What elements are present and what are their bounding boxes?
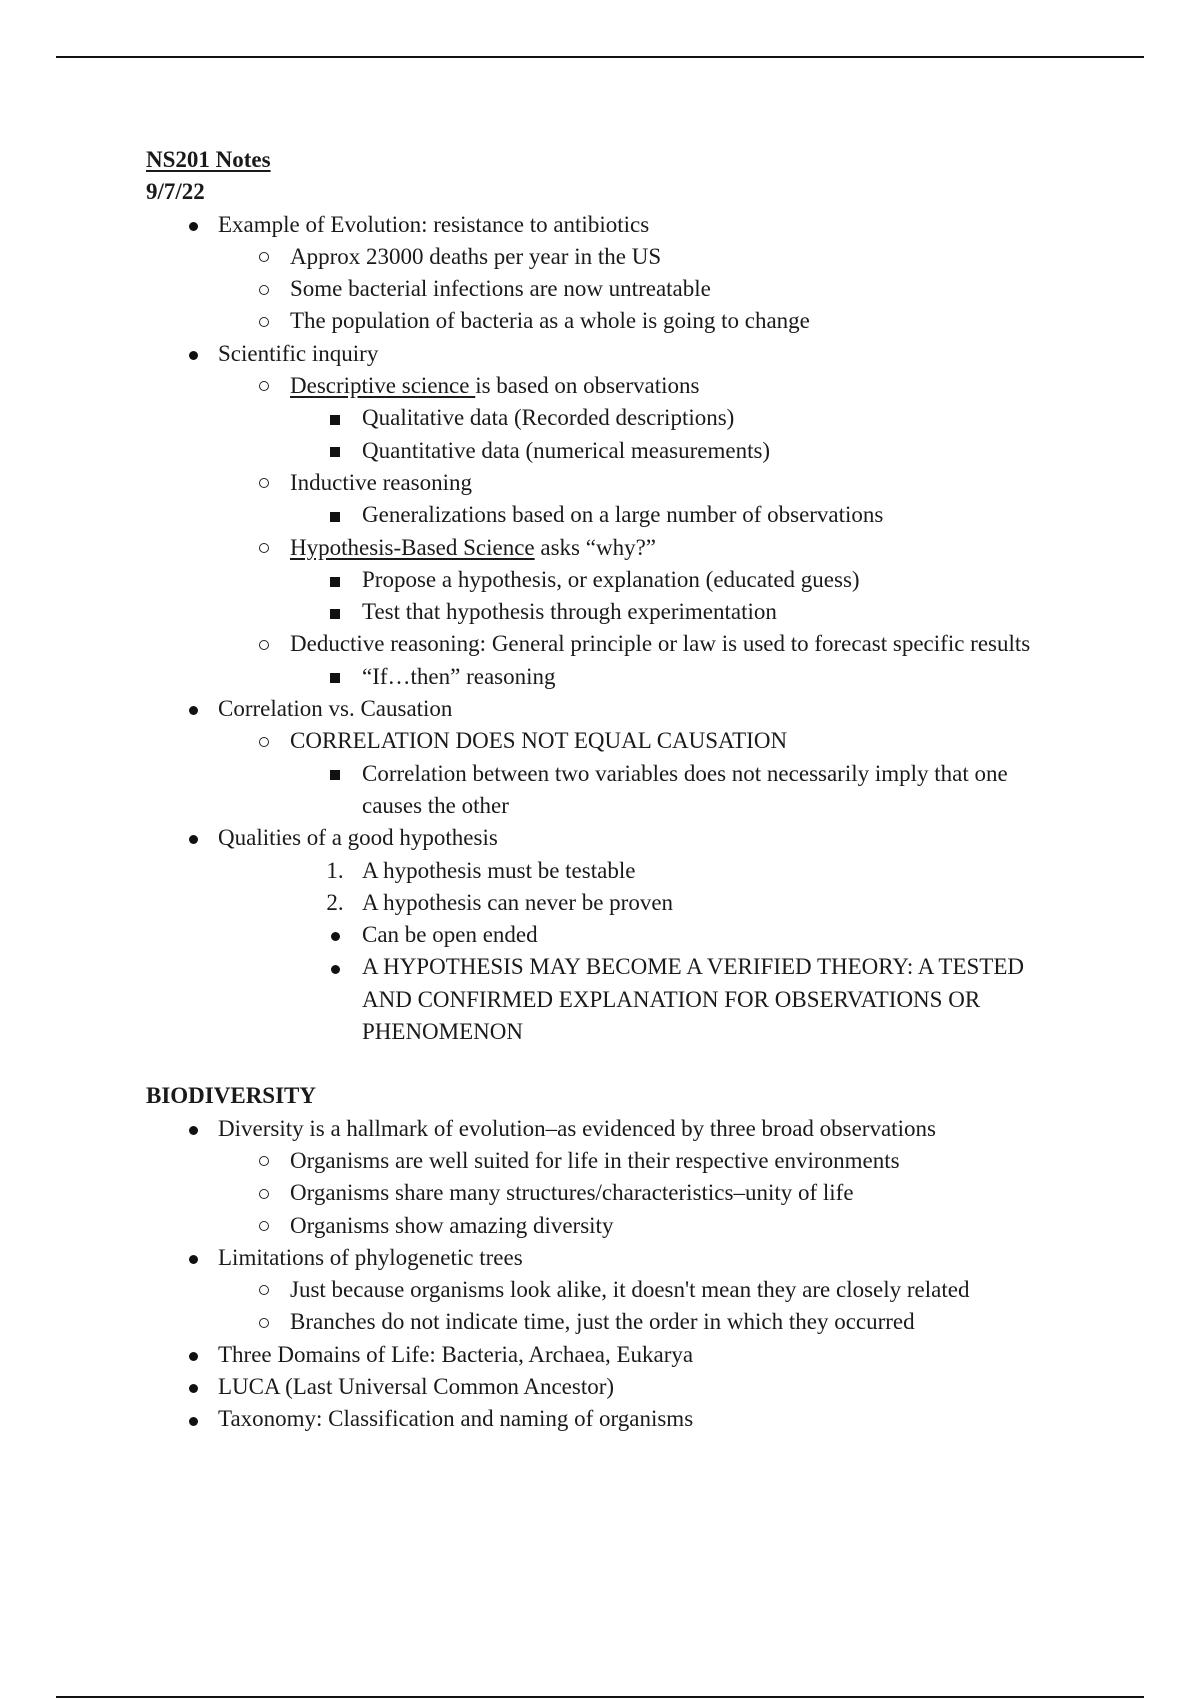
list-item: Approx 23000 deaths per year in the US	[146, 241, 1106, 273]
notes-date: 9/7/22	[146, 179, 205, 205]
notes-title: NS201 Notes	[146, 147, 271, 172]
list-item: Generalizations based on a large number of observations	[146, 499, 1106, 531]
list-item: 1. A hypothesis must be testable	[326, 857, 636, 883]
list-item: Hypothesis-Based Science asks “why?”	[146, 532, 1106, 564]
bullet-icon	[189, 1255, 198, 1264]
bullet-icon	[189, 1352, 198, 1361]
list-item: Taxonomy: Classification and naming of organisms	[146, 1403, 1106, 1435]
square-bullet-icon	[330, 512, 340, 522]
list-item: Qualities of a good hypothesis	[146, 822, 1106, 854]
section-heading: BIODIVERSITY	[146, 1083, 316, 1109]
list-item: Correlation vs. Causation	[146, 693, 1106, 725]
circle-bullet-icon	[259, 640, 269, 650]
list-item: Diversity is a hallmark of evolution–as evidenced by three broad observations	[146, 1113, 1106, 1145]
circle-bullet-icon	[259, 543, 269, 553]
list-item: LUCA (Last Universal Common Ancestor)	[146, 1371, 1106, 1403]
bullet-icon	[331, 932, 340, 941]
square-bullet-icon	[330, 673, 340, 683]
circle-bullet-icon	[259, 1156, 269, 1166]
list-item: CORRELATION DOES NOT EQUAL CAUSATION	[146, 725, 1106, 757]
list-item: Quantitative data (numerical measurements)	[146, 435, 1106, 467]
bullet-icon	[189, 1384, 198, 1393]
list-item-continuation: causes the other	[362, 792, 509, 818]
circle-bullet-icon	[259, 1189, 269, 1199]
section-gap	[146, 1048, 1106, 1080]
bullet-icon	[189, 222, 198, 231]
list-item: Example of Evolution: resistance to antibiotics	[146, 209, 1106, 241]
bullet-icon	[189, 706, 198, 715]
circle-bullet-icon	[259, 317, 269, 327]
bullet-icon	[331, 965, 340, 974]
list-item: Qualitative data (Recorded descriptions)	[146, 402, 1106, 434]
list-item: Propose a hypothesis, or explanation (educated guess)	[146, 564, 1106, 596]
circle-bullet-icon	[259, 1285, 269, 1295]
list-item: Limitations of phylogenetic trees	[146, 1242, 1106, 1274]
circle-bullet-icon	[259, 285, 269, 295]
square-bullet-icon	[330, 577, 340, 587]
list-item: Inductive reasoning	[146, 467, 1106, 499]
circle-bullet-icon	[259, 381, 269, 391]
list-item-continuation: PHENOMENON	[362, 1019, 523, 1045]
list-item: Correlation between two variables does not necessarily imply that one	[146, 758, 1106, 790]
circle-bullet-icon	[259, 737, 269, 747]
top-rule	[56, 56, 1144, 58]
bullet-icon	[189, 1126, 198, 1135]
notes-document	[146, 144, 1106, 1436]
list-item: The population of bacteria as a whole is going to change	[146, 305, 1106, 337]
list-item: Descriptive science is based on observations	[146, 370, 1106, 402]
bullet-icon	[189, 1417, 198, 1426]
list-item: Some bacterial infections are now untreatable	[146, 273, 1106, 305]
circle-bullet-icon	[259, 478, 269, 488]
circle-bullet-icon	[259, 1221, 269, 1231]
square-bullet-icon	[330, 770, 340, 780]
list-item: Can be open ended	[146, 919, 1106, 951]
square-bullet-icon	[330, 447, 340, 457]
bullet-icon	[189, 351, 198, 360]
list-item-continuation: AND CONFIRMED EXPLANATION FOR OBSERVATIONS OR	[362, 986, 981, 1012]
list-item: Three Domains of Life: Bacteria, Archaea, Eukarya	[146, 1339, 1106, 1371]
list-item: Scientific inquiry	[146, 338, 1106, 370]
list-item: A HYPOTHESIS MAY BECOME A VERIFIED THEORY: A TESTED	[146, 951, 1106, 983]
list-item: Organisms share many structures/characteristics–unity of life	[146, 1177, 1106, 1209]
bottom-rule	[56, 1696, 1144, 1698]
square-bullet-icon	[330, 415, 340, 425]
circle-bullet-icon	[259, 1318, 269, 1328]
list-item: Branches do not indicate time, just the order in which they occurred	[146, 1306, 1106, 1338]
list-item: Organisms show amazing diversity	[146, 1210, 1106, 1242]
list-item: Test that hypothesis through experimentation	[146, 596, 1106, 628]
list-item: 2. A hypothesis can never be proven	[326, 889, 674, 915]
list-item: Just because organisms look alike, it doesn't mean they are closely related	[146, 1274, 1106, 1306]
circle-bullet-icon	[259, 252, 269, 262]
bullet-icon	[189, 835, 198, 844]
list-item: “If…then” reasoning	[146, 661, 1106, 693]
list-item: Organisms are well suited for life in their respective environments	[146, 1145, 1106, 1177]
list-item: Deductive reasoning: General principle or law is used to forecast specific results	[146, 628, 1106, 660]
square-bullet-icon	[330, 609, 340, 619]
